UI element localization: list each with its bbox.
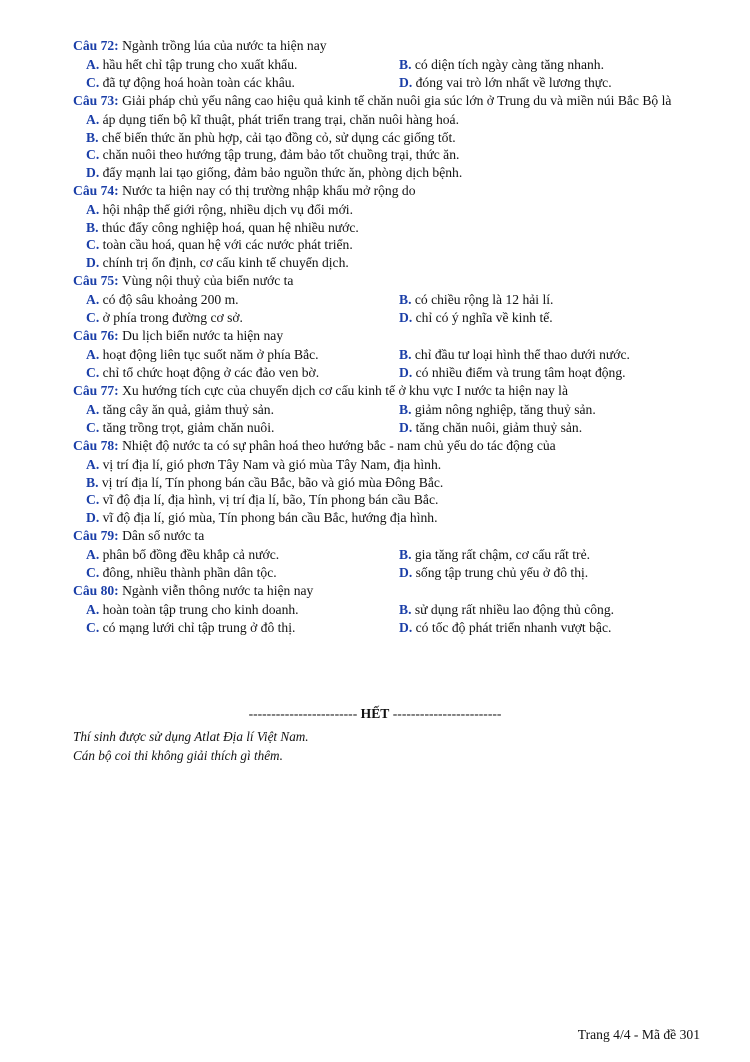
option-text: đông, nhiều thành phần dân tộc. (102, 564, 277, 580)
option-row (86, 601, 683, 619)
question-text: Dân số nước ta (122, 528, 205, 543)
option-row (86, 364, 683, 382)
question-stem (73, 436, 683, 455)
option-letter: B. (86, 474, 99, 490)
answer-option (86, 401, 399, 419)
option-letter: B. (399, 57, 412, 72)
option-letter: B. (399, 292, 412, 307)
answer-option (86, 456, 683, 474)
answer-option (86, 364, 399, 382)
answer-option (86, 219, 683, 237)
option-letter: B. (86, 219, 99, 235)
answer-option (86, 164, 683, 182)
answer-option (399, 564, 588, 582)
answer-option (399, 346, 630, 364)
option-text: phân bố đồng đều khắp cả nước. (102, 547, 280, 562)
end-dashes-left: ------------------------ (248, 706, 358, 721)
question-number: Câu 72: (73, 38, 119, 53)
question-number: Câu 76: (73, 328, 119, 343)
end-dashes-right: ------------------------ (392, 706, 502, 721)
option-letter: C. (86, 492, 100, 507)
question-number: Câu 74: (73, 183, 119, 198)
option-letter: C. (86, 364, 100, 380)
answer-option (86, 619, 399, 637)
option-row (86, 56, 683, 74)
question-number: Câu 73: (73, 93, 119, 108)
option-row (86, 564, 683, 582)
answer-option (399, 309, 553, 327)
answer-option (86, 309, 399, 327)
option-row (86, 309, 683, 327)
question-block (73, 381, 683, 436)
answer-option (86, 254, 683, 272)
option-letter: D. (399, 619, 413, 635)
option-letter: C. (86, 619, 100, 635)
question-stem (73, 581, 683, 600)
question-number: Câu 75: (73, 273, 119, 288)
question-stem (73, 526, 683, 545)
option-text: hầu hết chỉ tập trung cho xuất khẩu. (102, 57, 298, 72)
answer-options (73, 601, 683, 636)
question-text: Giải pháp chủ yếu nâng cao hiệu quả kinh tế chăn nuôi gia súc lớn ở Trung du và miền núi Bắc Bộ là (122, 93, 672, 108)
option-text: đóng vai trò lớn nhất về lương thực. (415, 74, 612, 90)
option-row (86, 546, 683, 564)
question-stem (73, 326, 683, 345)
question-block (73, 326, 683, 381)
option-letter: D. (399, 309, 413, 325)
option-text: có độ sâu khoảng 200 m. (102, 292, 239, 307)
option-text: tăng cây ăn quả, giảm thuỷ sản. (102, 402, 275, 417)
answer-option (86, 419, 399, 437)
option-letter: B. (399, 347, 412, 362)
question-list (73, 36, 683, 636)
answer-option (86, 111, 683, 129)
answer-option (86, 201, 683, 219)
option-letter: D. (86, 509, 100, 525)
question-stem (73, 91, 683, 110)
option-text: có mạng lưới chỉ tập trung ở đô thị. (102, 619, 296, 635)
answer-option (399, 419, 582, 437)
answer-option (399, 546, 590, 564)
option-letter: D. (86, 164, 100, 180)
option-letter: B. (399, 402, 412, 417)
option-text: tăng chăn nuôi, giảm thuỷ sản. (415, 419, 583, 435)
question-stem (73, 181, 683, 200)
option-text: chính trị ổn định, cơ cấu kinh tế chuyển dịch. (102, 254, 349, 270)
option-letter: D. (399, 364, 413, 380)
option-row (86, 346, 683, 364)
option-letter: A. (86, 347, 100, 362)
answer-options (73, 201, 683, 271)
question-block (73, 36, 683, 91)
answer-option (86, 291, 399, 309)
question-block (73, 526, 683, 581)
answer-option (86, 74, 399, 92)
question-stem (73, 381, 683, 400)
answer-option (86, 146, 683, 164)
question-stem (73, 36, 683, 55)
option-letter: C. (86, 74, 100, 90)
option-row (86, 401, 683, 419)
option-row (86, 619, 683, 637)
question-text: Ngành trồng lúa của nước ta hiện nay (122, 38, 327, 53)
option-text: tăng trồng trọt, giảm chăn nuôi. (102, 419, 275, 435)
answer-options (73, 401, 683, 436)
question-text: Du lịch biển nước ta hiện nay (122, 328, 284, 343)
option-letter: A. (86, 402, 100, 417)
option-letter: D. (399, 74, 413, 90)
option-text: sống tập trung chủ yếu ở đô thị. (415, 564, 589, 580)
option-text: hội nhập thế giới rộng, nhiều dịch vụ đổi mới. (102, 202, 353, 217)
answer-option (399, 74, 612, 92)
note-proctor: Cán bộ coi thi không giải thích gì thêm. (73, 748, 283, 763)
question-block (73, 91, 683, 181)
answer-options (73, 56, 683, 91)
option-letter: C. (86, 564, 100, 580)
question-number: Câu 80: (73, 583, 119, 598)
answer-option (86, 56, 399, 74)
answer-options (73, 456, 683, 526)
answer-option (86, 509, 683, 527)
answer-option (86, 346, 399, 364)
option-text: vị trí địa lí, Tín phong bán cầu Bắc, bão và gió mùa Đông Bắc. (101, 474, 444, 490)
end-label: HẾT (360, 706, 390, 721)
option-text: đã tự động hoá hoàn toàn các khâu. (102, 74, 295, 90)
option-letter: B. (399, 547, 412, 562)
answer-option (399, 401, 596, 419)
option-letter: B. (399, 602, 412, 617)
question-block (73, 271, 683, 326)
option-text: giảm nông nghiệp, tăng thuỷ sản. (414, 402, 596, 417)
option-letter: A. (86, 57, 100, 72)
option-text: vị trí địa lí, gió phơn Tây Nam và gió mùa Tây Nam, địa hình. (102, 457, 442, 472)
answer-option (86, 474, 683, 492)
option-letter: A. (86, 602, 100, 617)
question-text: Nước ta hiện nay có thị trường nhập khẩu mở rộng do (122, 183, 416, 198)
answer-option (86, 601, 399, 619)
answer-options (73, 111, 683, 181)
answer-options (73, 291, 683, 326)
question-text: Vùng nội thuỷ của biển nước ta (121, 273, 294, 288)
option-letter: A. (86, 457, 100, 472)
answer-option (86, 546, 399, 564)
option-text: thúc đẩy công nghiệp hoá, quan hệ nhiều nước. (101, 219, 359, 235)
option-row (86, 419, 683, 437)
question-block (73, 436, 683, 526)
question-block (73, 181, 683, 271)
answer-option (399, 291, 553, 309)
answer-option (399, 56, 604, 74)
option-letter: D. (399, 564, 413, 580)
option-text: có chiều rộng là 12 hải lí. (414, 292, 554, 307)
option-letter: A. (86, 112, 100, 127)
option-letter: A. (86, 202, 100, 217)
option-text: ở phía trong đường cơ sở. (102, 309, 243, 325)
option-letter: C. (86, 419, 100, 435)
option-text: có tốc độ phát triển nhanh vượt bậc. (415, 619, 612, 635)
question-text: Ngành viễn thông nước ta hiện nay (122, 583, 314, 598)
answer-options (73, 346, 683, 381)
option-text: hoàn toàn tập trung cho kinh doanh. (102, 602, 299, 617)
option-letter: B. (86, 129, 99, 145)
question-block (73, 581, 683, 636)
option-letter: D. (86, 254, 100, 270)
option-text: vĩ độ địa lí, địa hình, vị trí địa lí, bão, Tín phong bán cầu Bắc. (102, 492, 439, 507)
page-footer: Trang 4/4 - Mã đề 301 (577, 1027, 700, 1042)
option-letter: C. (86, 309, 100, 325)
answer-option (399, 601, 614, 619)
option-letter: A. (86, 547, 100, 562)
option-text: có nhiều điểm và trung tâm hoạt động. (415, 364, 626, 380)
option-text: sử dụng rất nhiều lao động thủ công. (414, 602, 615, 617)
option-text: có diện tích ngày càng tăng nhanh. (414, 57, 604, 72)
option-letter: A. (86, 292, 100, 307)
option-text: vĩ độ địa lí, gió mùa, Tín phong bán cầu Bắc, hướng địa hình. (102, 509, 438, 525)
question-number: Câu 77: (73, 383, 119, 398)
answer-options (73, 546, 683, 581)
end-marker (0, 706, 750, 722)
note-atlas: Thí sinh được sử dụng Atlat Địa lí Việt Nam. (73, 729, 309, 744)
option-letter: D. (399, 419, 413, 435)
question-text: Nhiệt độ nước ta có sự phân hoá theo hướng bắc - nam chủ yếu do tác động của (122, 438, 556, 453)
answer-option (86, 236, 683, 254)
exam-notes (73, 727, 309, 765)
option-row (86, 291, 683, 309)
option-text: chỉ đầu tư loại hình thể thao dưới nước. (414, 347, 630, 362)
question-number: Câu 79: (73, 528, 119, 543)
option-text: toàn cầu hoá, quan hệ với các nước phát triển. (102, 237, 353, 252)
option-text: áp dụng tiến bộ kĩ thuật, phát triển trang trại, chăn nuôi hàng hoá. (102, 112, 459, 127)
question-number: Câu 78: (73, 438, 119, 453)
option-letter: C. (86, 147, 100, 162)
question-stem (73, 271, 683, 290)
answer-option (86, 129, 683, 147)
option-text: chăn nuôi theo hướng tập trung, đảm bảo tốt chuồng trại, thức ăn. (102, 147, 460, 162)
question-text: Xu hướng tích cực của chuyển dịch cơ cấu kinh tế ở khu vực I nước ta hiện nay là (122, 383, 568, 398)
option-letter: C. (86, 237, 100, 252)
option-text: chỉ có ý nghĩa về kinh tế. (415, 309, 553, 325)
answer-option (86, 564, 399, 582)
option-text: đẩy mạnh lai tạo giống, đảm bảo nguồn thức ăn, phòng dịch bệnh. (102, 164, 463, 180)
option-text: chỉ tổ chức hoạt động ở các đảo ven bờ. (102, 364, 320, 380)
option-row (86, 74, 683, 92)
option-text: chế biến thức ăn phù hợp, cải tạo đồng cỏ, sử dụng các giống tốt. (101, 129, 456, 145)
option-text: gia tăng rất chậm, cơ cấu rất trẻ. (414, 547, 591, 562)
option-text: hoạt động liên tục suốt năm ở phía Bắc. (102, 347, 319, 362)
answer-option (86, 491, 683, 509)
answer-option (399, 364, 626, 382)
answer-option (399, 619, 611, 637)
